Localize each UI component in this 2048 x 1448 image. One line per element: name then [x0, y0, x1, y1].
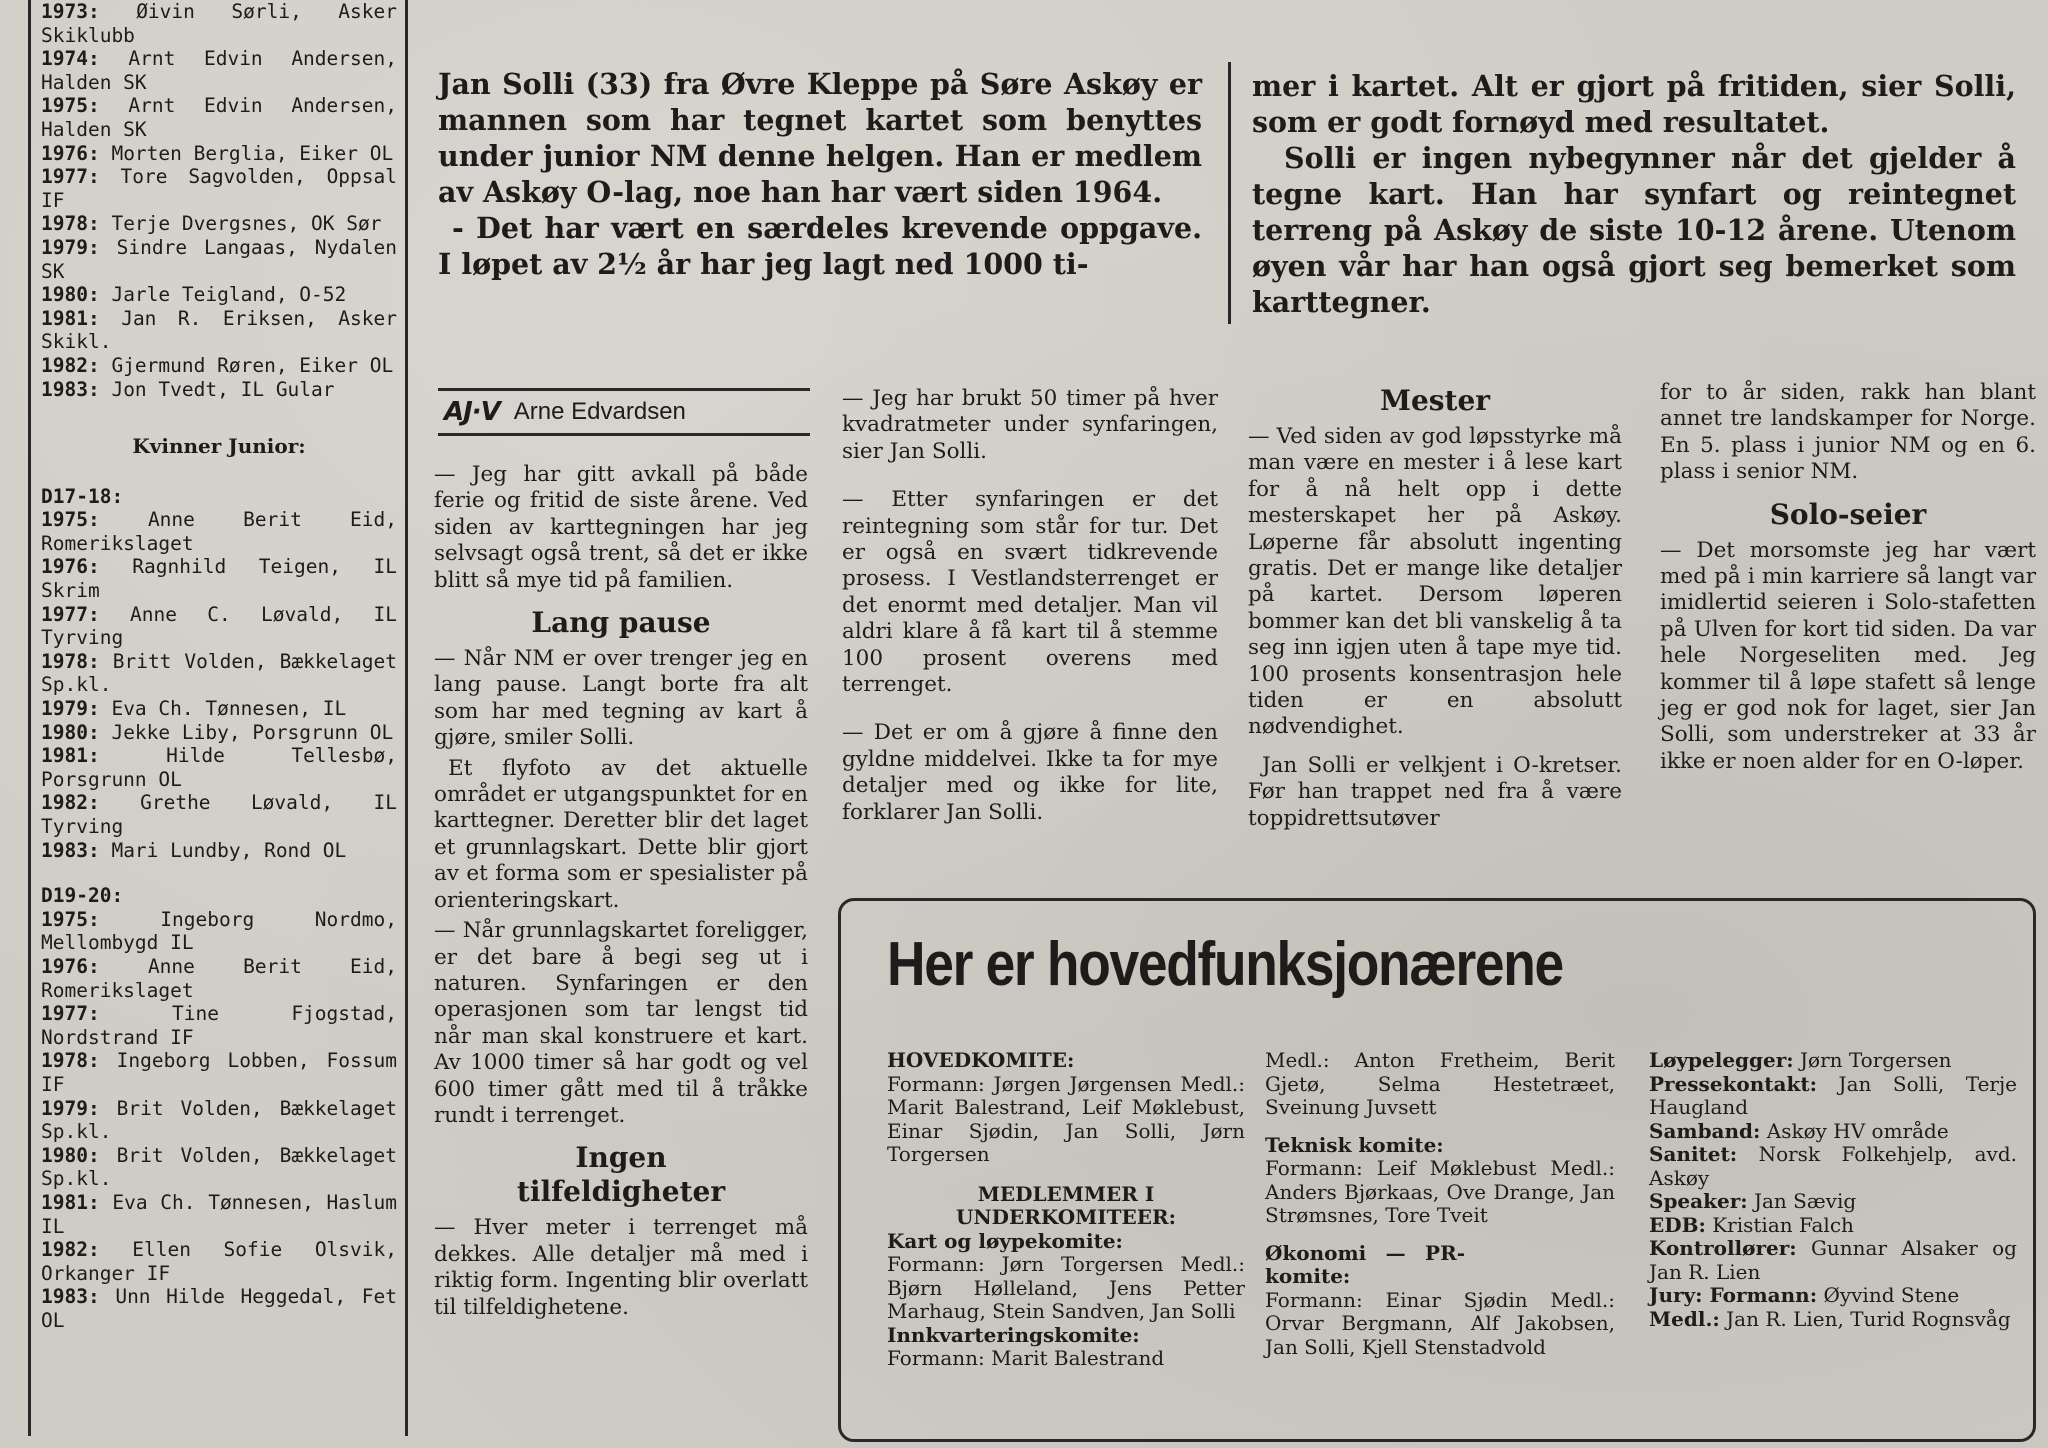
result-name: Britt Volden, Bækkelaget Sp.kl.: [41, 649, 397, 697]
result-year: 1979:: [41, 235, 100, 259]
subheading: Ingen tilfeldigheter: [516, 1141, 726, 1209]
paragraph: — Jeg har brukt 50 timer på hver kvadratmeter under synfaringen, sier Jan Solli.: [842, 386, 1218, 464]
result-name: Ingeborg Lobben, Fossum IF: [41, 1049, 397, 1096]
result-entry: [41, 1191, 397, 1238]
results-column: [28, 0, 408, 1436]
result-name: Brit Volden, Bækkelaget Sp.kl.: [41, 1143, 397, 1191]
result-entry: [41, 212, 397, 236]
lead-paragraph: mer i kartet. Alt er gjort på fritiden, sier Solli, som er godt fornøyd med resultatet.: [1252, 69, 2016, 139]
result-entry: [41, 283, 397, 307]
byline: [438, 388, 810, 436]
result-year: 1980:: [41, 1143, 100, 1167]
result-year: 1982:: [41, 353, 100, 377]
role-line: Kontrollører: Gunnar Alsaker og Jan R. Lien: [1649, 1236, 2017, 1284]
result-entry: [41, 165, 397, 212]
result-name: Ellen Sofie Olsvik, Orkanger IF: [41, 1238, 397, 1285]
committee-members: Formann: Marit Balestrand: [887, 1346, 1165, 1370]
result-entry: [41, 697, 397, 721]
reporter-logo: AJ·V: [444, 397, 500, 427]
committee-label: Kart og løypekomite:: [887, 1228, 1123, 1253]
subheading: Solo-seier: [1769, 497, 1927, 531]
result-year: 1980:: [41, 720, 100, 744]
result-entry: [41, 94, 397, 141]
d19-results: [41, 908, 397, 1333]
lead-paragraph: - Det har vært en særdeles krevende oppgave. I løpet av 2½ år har jeg lagt ned 1000 ti-: [438, 211, 1202, 281]
result-year: 1982:: [41, 791, 100, 815]
article-column-4: [1660, 380, 2036, 787]
result-name: Hilde Tellesbø, Porsgrunn OL: [41, 744, 397, 791]
result-name: Ingeborg Nordmo, Mellombygd IL: [41, 907, 397, 955]
result-year: 1977:: [41, 165, 100, 189]
subheading: Lang pause: [531, 606, 711, 640]
result-name: Grethe Løvald, IL Tyrving: [41, 791, 397, 838]
result-year: 1976:: [41, 954, 100, 978]
lead-paragraph: Solli er ingen nybegynner når det gjelder å tegne kart. Han har synfart og reintegnet terreng på Askøy de siste 10-12 årene. Utenom øyen vår har han også gjort seg bemerket som karttegner.: [1252, 141, 2016, 319]
role-line: Sanitet: Norsk Folkehjelp, avd. Askøy: [1649, 1142, 2017, 1190]
result-year: 1981:: [41, 306, 100, 330]
article-column-3: [1248, 384, 1622, 844]
result-name: Arnt Edvin Andersen, Halden SK: [41, 47, 397, 94]
paragraph: Jan Solli er velkjent i O-kretser. Før han trappet ned fra å være toppidrettsutøver: [1248, 752, 1622, 831]
result-name: Morten Berglia, Eiker OL: [111, 141, 394, 165]
committee-members: Formann: Jørn Torgersen Medl.: Bjørn Hølleland, Jens Petter Marhaug, Stein Sandven, Jan Solli: [887, 1252, 1245, 1323]
result-entry: [41, 721, 397, 745]
paragraph: — Når grunnlagskartet foreligger, er det bare å begi seg ut i naturen. Synfaringen er den operasjonen som tar lengst tid når man skal konstruere et kart. Av 1000 timer så har godt og vel 600 timer gått med til å tråkke rundt i terrenget.: [434, 918, 808, 1128]
committee-label: Innkvarteringskomite:: [887, 1322, 1140, 1347]
result-year: 1978:: [41, 649, 100, 673]
result-name: Anne Berit Eid, Romerikslaget: [41, 954, 397, 1002]
result-name: Tore Sagvolden, Oppsal IF: [41, 165, 398, 212]
result-year: 1975:: [41, 508, 100, 532]
officials-title: Her er hovedfunksjonærene: [887, 930, 1563, 999]
role-line: Løypelegger: Jørn Torgersen: [1649, 1048, 1952, 1072]
result-entry: [41, 955, 397, 1002]
result-entry: [41, 508, 397, 555]
result-year: 1974:: [41, 47, 100, 71]
paragraph: — Jeg har gitt avkall på både ferie og fritid de siste årene. Ved siden av karttegningen har jeg selvsagt også trent, så det er ikke blitt så mye tid på familien.: [434, 462, 808, 593]
result-entry: [41, 142, 397, 166]
officials-box: [838, 898, 2036, 1442]
paragraph: — Det morsomste jeg har vært med på i min karriere så langt var imidlertid seieren i Solo-stafetten på Ulven for kort tid siden. Da var hele Norgeseliten med. Jeg kommer til å løpe stafett så lenge jeg er god nok for laget, sier Jan Solli, som understreker at 33 år ikke er noen alder for en O-løper.: [1660, 537, 2036, 774]
result-name: Brit Volden, Bækkelaget Sp.kl.: [41, 1096, 397, 1144]
officials-column-3: [1649, 1049, 2017, 1331]
result-entry: [41, 354, 397, 378]
d17-results: [41, 508, 397, 862]
result-name: Ragnhild Teigen, IL Skrim: [41, 555, 397, 603]
role-line: Pressekontakt: Jan Solli, Terje Haugland: [1649, 1071, 2018, 1119]
officials-column-1: [887, 1049, 1245, 1371]
article-column-2: [842, 386, 1218, 838]
result-entry: [41, 555, 397, 602]
committee-members: Formann: Leif Møklebust Medl.: Anders Bjørkaas, Ove Drange, Jan Strømsnes, Tore Tveit: [1265, 1156, 1615, 1227]
committee-members: Formann: Jørgen Jørgensen Medl.: Marit Balestrand, Leif Møklebust, Einar Sjødin, Jan Solli, Jørn Torgersen: [887, 1071, 1245, 1166]
result-name: Anne C. Løvald, IL Tyrving: [41, 602, 397, 650]
result-name: Jan R. Eriksen, Asker Skikl.: [41, 306, 397, 354]
byline-author: Arne Edvardsen: [513, 398, 686, 425]
result-year: 1978:: [41, 1049, 100, 1073]
paragraph: — Ved siden av god løpsstyrke må man være en mester i å lese kart for å nå helt opp i dette mesterskapet her på Askøy. Løperne får absolutt ingenting gratis. Det er mange like detaljer på kartet. Dersom løperen bommer kan det bli vanskelig å ta seg inn igjen uten å tape mye tid. 100 prosents konsentrasjon hele tiden er en absolutt nødvendighet.: [1248, 424, 1622, 740]
result-name: Terje Dvergsnes, OK Sør: [111, 212, 382, 236]
result-year: 1979:: [41, 1096, 100, 1120]
result-entry: [41, 1285, 397, 1332]
role-line: Samband: Askøy HV område: [1649, 1118, 1949, 1143]
result-year: 1983:: [41, 377, 100, 401]
result-entry: [41, 744, 397, 791]
result-name: Jarle Teigland, O-52: [111, 283, 347, 307]
result-year: 1983:: [41, 1285, 100, 1309]
result-name: Tine Fjogstad, Nordstrand IF: [41, 1002, 397, 1049]
result-entry: [41, 378, 397, 402]
result-name: Eva Ch. Tønnesen, Haslum IL: [41, 1190, 397, 1238]
women-junior-heading: Kvinner Junior:: [132, 434, 306, 459]
result-entry: [41, 839, 397, 863]
result-entry: [41, 1238, 397, 1285]
result-year: 1976:: [41, 555, 100, 579]
result-entry: [41, 650, 397, 697]
lead-right: [1252, 68, 2016, 320]
result-entry: [41, 1049, 397, 1096]
result-year: 1979:: [41, 697, 100, 721]
result-name: Jon Tvedt, IL Gular: [111, 377, 335, 401]
paragraph: Et flyfoto av det aktuelle området er utgangspunktet for en karttegner. Deretter blir det laget et grunnlagskart. Dette blir gjort av et forma som er spesialister på orienteringskart.: [434, 755, 808, 913]
committee-members: Formann: Einar Sjødin Medl.: Orvar Bergmann, Alf Jakobsen, Jan Solli, Kjell Stenstadvold: [1265, 1287, 1615, 1359]
result-entry: [41, 1097, 397, 1144]
result-name: Eva Ch. Tønnesen, IL: [111, 697, 347, 721]
role-line: Speaker: Jan Sævig: [1649, 1189, 1857, 1213]
subheading: Mester: [1379, 384, 1491, 417]
result-entry: [41, 603, 397, 650]
role-line: Jury: Formann: Øyvind Stene: [1649, 1283, 1960, 1307]
result-year: 1975:: [41, 94, 100, 118]
result-name: Arnt Edvin Andersen, Halden SK: [41, 94, 397, 141]
result-year: 1977:: [41, 1002, 100, 1026]
paragraph: — Når NM er over trenger jeg en lang pause. Langt borte fra alt som har med tegning av kart å gjøre, smiler Solli.: [434, 646, 808, 751]
lead-left: [438, 66, 1202, 282]
result-year: 1981:: [41, 744, 100, 768]
result-year: 1976:: [41, 141, 100, 165]
result-entry: [41, 307, 397, 354]
role-line: Medl.: Jan R. Lien, Turid Rognsvåg: [1649, 1306, 2011, 1331]
result-name: Mari Lundby, Rond OL: [111, 838, 347, 862]
role-line: EDB: Kristian Falch: [1649, 1212, 1854, 1237]
result-year: 1983:: [41, 838, 100, 862]
result-name: Sindre Langaas, Nydalen SK: [41, 235, 397, 283]
result-year: 1973:: [41, 0, 100, 23]
article-column-1: [434, 462, 808, 1333]
column-rule: [1228, 62, 1231, 324]
result-name: Unn Hilde Heggedal, Fet OL: [41, 1285, 397, 1332]
lead-paragraph: Jan Solli (33) fra Øvre Kleppe på Søre Askøy er mannen som har tegnet kartet som benyttes under junior NM denne helgen. Han er medlem av Askøy O-lag, noe han har vært siden 1964.: [438, 67, 1202, 209]
d17-label: D17-18:: [41, 484, 124, 508]
paragraph: for to år siden, rakk han blant annet tre landskamper for Norge. En 5. plass i junior NM og en 6. plass i senior NM.: [1660, 380, 2036, 485]
paragraph: — Etter synfaringen er det reintegning som står for tur. Det er også en svært tidkrevende prosess. I Vestlandsterrenget er det enormt med detaljer. Man vil aldri klare å få kart til å stemme 100 prosent overens med terrenget.: [842, 487, 1218, 698]
result-entry: [41, 791, 397, 838]
result-year: 1980:: [41, 283, 100, 307]
result-name: Jekke Liby, Porsgrunn OL: [111, 720, 394, 744]
result-year: 1981:: [41, 1190, 100, 1214]
officials-column-2: [1265, 1049, 1615, 1359]
result-entry: [41, 1002, 397, 1049]
paragraph: — Hver meter i terrenget må dekkes. Alle detaljer må med i riktig form. Ingenting blir overlatt til tilfeldighetene.: [434, 1215, 808, 1320]
result-name: Anne Berit Eid, Romerikslaget: [41, 508, 397, 555]
result-entry: [41, 1144, 397, 1191]
men-junior-results: [41, 0, 397, 401]
committee-label: HOVEDKOMITE:: [887, 1048, 1075, 1072]
result-entry: [41, 236, 397, 283]
subcommittees-heading: MEDLEMMER I UNDERKOMITEER:: [955, 1181, 1177, 1229]
result-name: Øivin Sørli, Asker Skiklubb: [41, 0, 397, 47]
committee-members: Medl.: Anton Fretheim, Berit Gjetø, Selma Hestetræet, Sveinung Juvsett: [1265, 1048, 1615, 1119]
paragraph: — Det er om å gjøre å finne den gyldne middelvei. Ikke ta for mye detaljer med og ikke for lite, forklarer Jan Solli.: [842, 720, 1218, 825]
result-year: 1975:: [41, 907, 100, 931]
d19-label: D19-20:: [41, 884, 124, 908]
committee-label: Økonomi — PR-komite:: [1265, 1240, 1465, 1288]
result-year: 1978:: [41, 212, 100, 236]
result-entry: [41, 908, 397, 955]
result-year: 1982:: [41, 1238, 100, 1262]
result-entry: [41, 47, 397, 94]
result-year: 1977:: [41, 602, 100, 626]
result-name: Gjermund Røren, Eiker OL: [111, 353, 394, 377]
result-entry: [41, 0, 397, 47]
committee-label: Teknisk komite:: [1265, 1132, 1444, 1157]
